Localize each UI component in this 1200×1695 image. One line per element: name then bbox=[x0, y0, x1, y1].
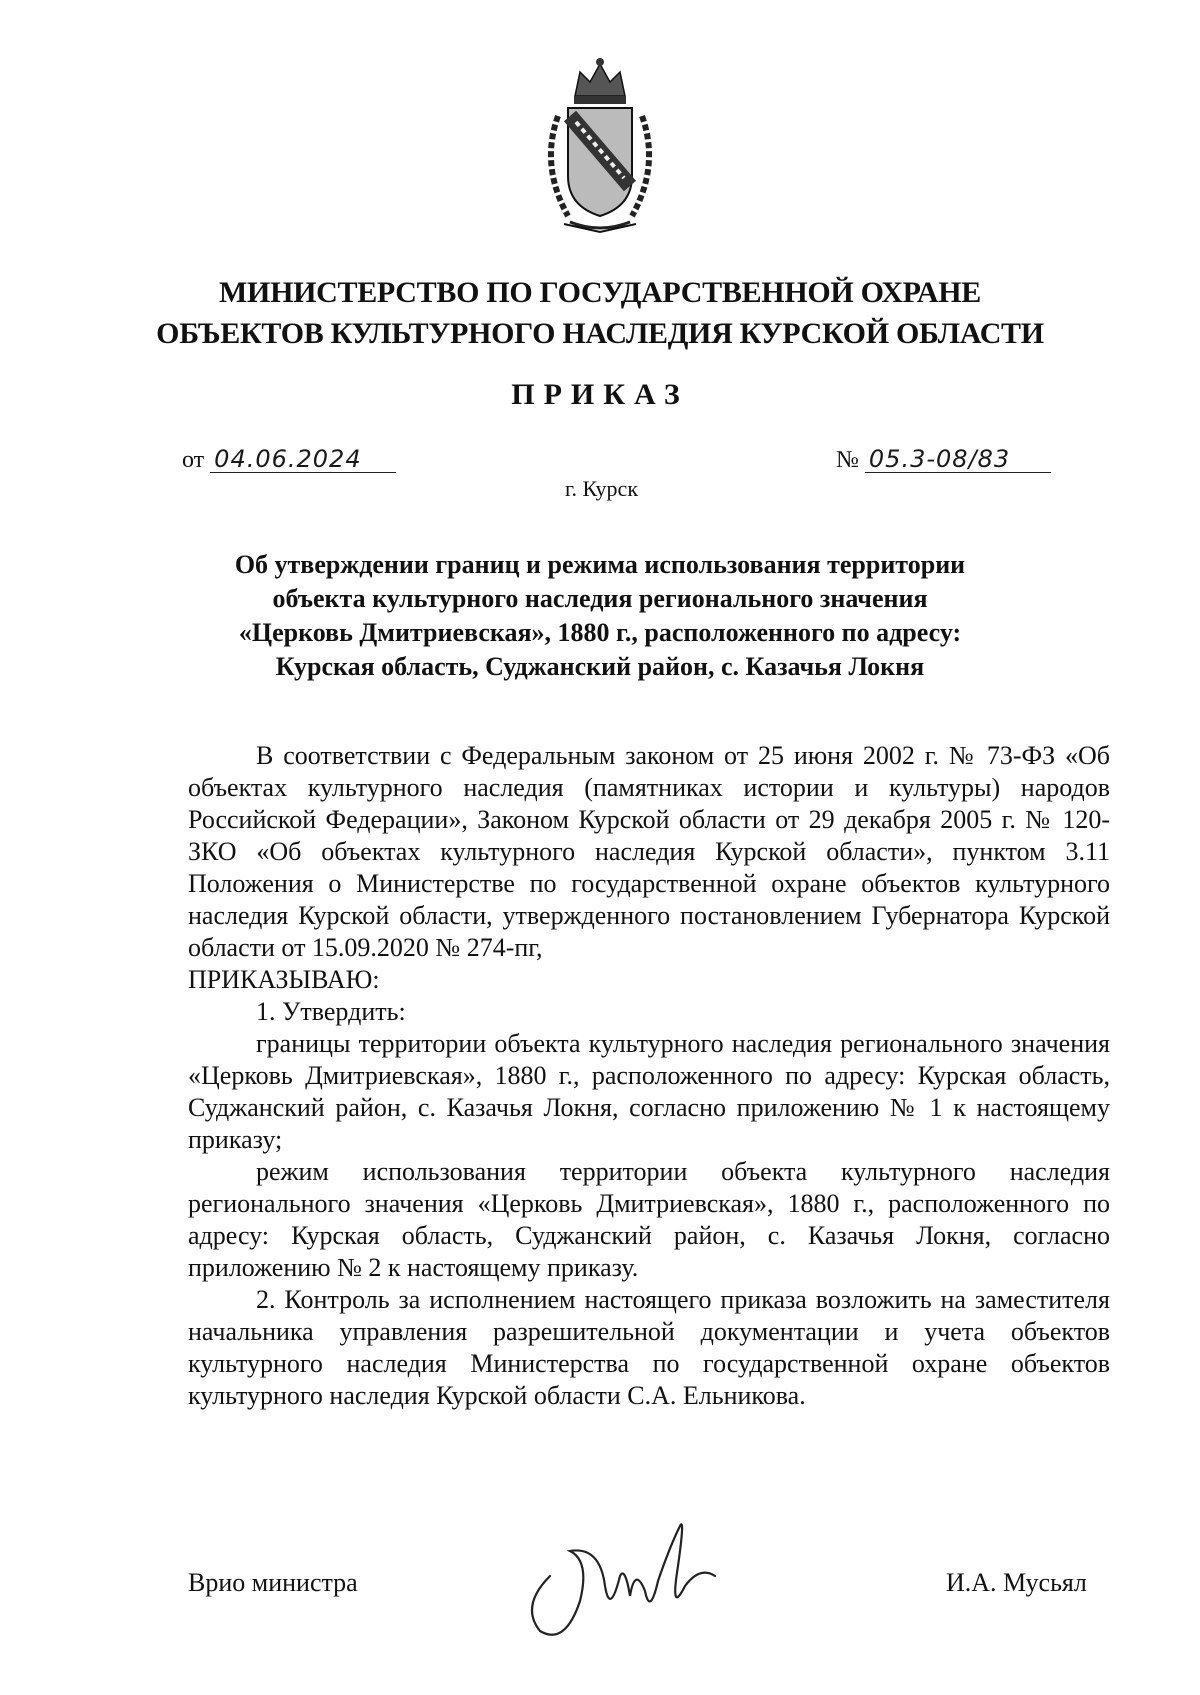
subject-line3: «Церковь Дмитриевская», 1880 г., расположенного по адресу: bbox=[238, 618, 962, 647]
order-body bbox=[188, 740, 1110, 1412]
order-subject bbox=[200, 548, 1000, 684]
coat-of-arms-emblem bbox=[530, 56, 670, 234]
ministry-name-line2: ОБЪЕКТОВ КУЛЬТУРНОГО НАСЛЕДИЯ КУРСКОЙ ОБЛАСТИ bbox=[156, 317, 1044, 350]
ministry-name-line1: МИНИСТЕРСТВО ПО ГОСУДАРСТВЕННОЙ ОХРАНЕ bbox=[219, 276, 981, 309]
order-number bbox=[836, 446, 1051, 474]
subject-line4: Курская область, Суджанский район, с. Казачья Локня bbox=[275, 652, 925, 681]
ministry-name bbox=[150, 272, 1050, 354]
subject-line2: объекта культурного наследия регионального значения bbox=[272, 584, 928, 613]
item-1-borders: границы территории объекта культурного наследия регионального значения «Церковь Дмитриевская», 1880 г., расположенного по адресу: Курская область, Суджанский район, с. Казачья Локня, согласно приложению № 1 к настоящему приказу; bbox=[188, 1029, 1110, 1154]
order-date bbox=[182, 446, 396, 474]
signatory-title: Врио министра bbox=[188, 1568, 358, 1597]
order-keyword: ПРИКАЗЫВАЮ: bbox=[188, 965, 380, 994]
item-1-regime: режим использования территории объекта культурного наследия регионального значения «Церковь Дмитриевская», 1880 г., расположенного по адресу: Курская область, Суджанский район, с. Казачья Локня, согласно приложению № 2 к настоящему приказу. bbox=[188, 1157, 1110, 1282]
subject-line1: Об утверждении границ и режима использования территории bbox=[234, 550, 966, 579]
handwritten-signature bbox=[510, 1506, 750, 1646]
document-type: ПРИКАЗ bbox=[511, 378, 689, 411]
number-prefix: № bbox=[836, 447, 859, 473]
date-prefix: от bbox=[182, 447, 205, 473]
signatory-name: И.А. Мусьял bbox=[946, 1568, 1087, 1597]
preamble-paragraph: В соответствии с Федеральным законом от 25 июня 2002 г. № 73-ФЗ «Об объектах культурного наследия (памятниках истории и культуры) народов Российской Федерации», Законом Курской области от 29 декабря 2005 г. № 120-ЗКО «Об объектах культурного наследия Курской области», пунктом 3.11 Положения о Министерстве по государственной охране объектов культурного наследия Курской области, утвержденного постановлением Губернатора Курской области от 15.09.2020 № 274-пг, bbox=[188, 741, 1110, 962]
city: г. Курск bbox=[565, 476, 639, 501]
number-handwritten: 05.3-08/83 bbox=[865, 446, 1051, 473]
item-2: 2. Контроль за исполнением настоящего приказа возложить на заместителя начальника управления разрешительной документации и учета объектов культурного наследия Министерства по государственной охране объектов культурного наследия Курской области С.А. Ельникова. bbox=[188, 1285, 1110, 1410]
item-1: 1. Утвердить: bbox=[256, 997, 406, 1026]
date-handwritten: 04.06.2024 bbox=[210, 446, 396, 473]
